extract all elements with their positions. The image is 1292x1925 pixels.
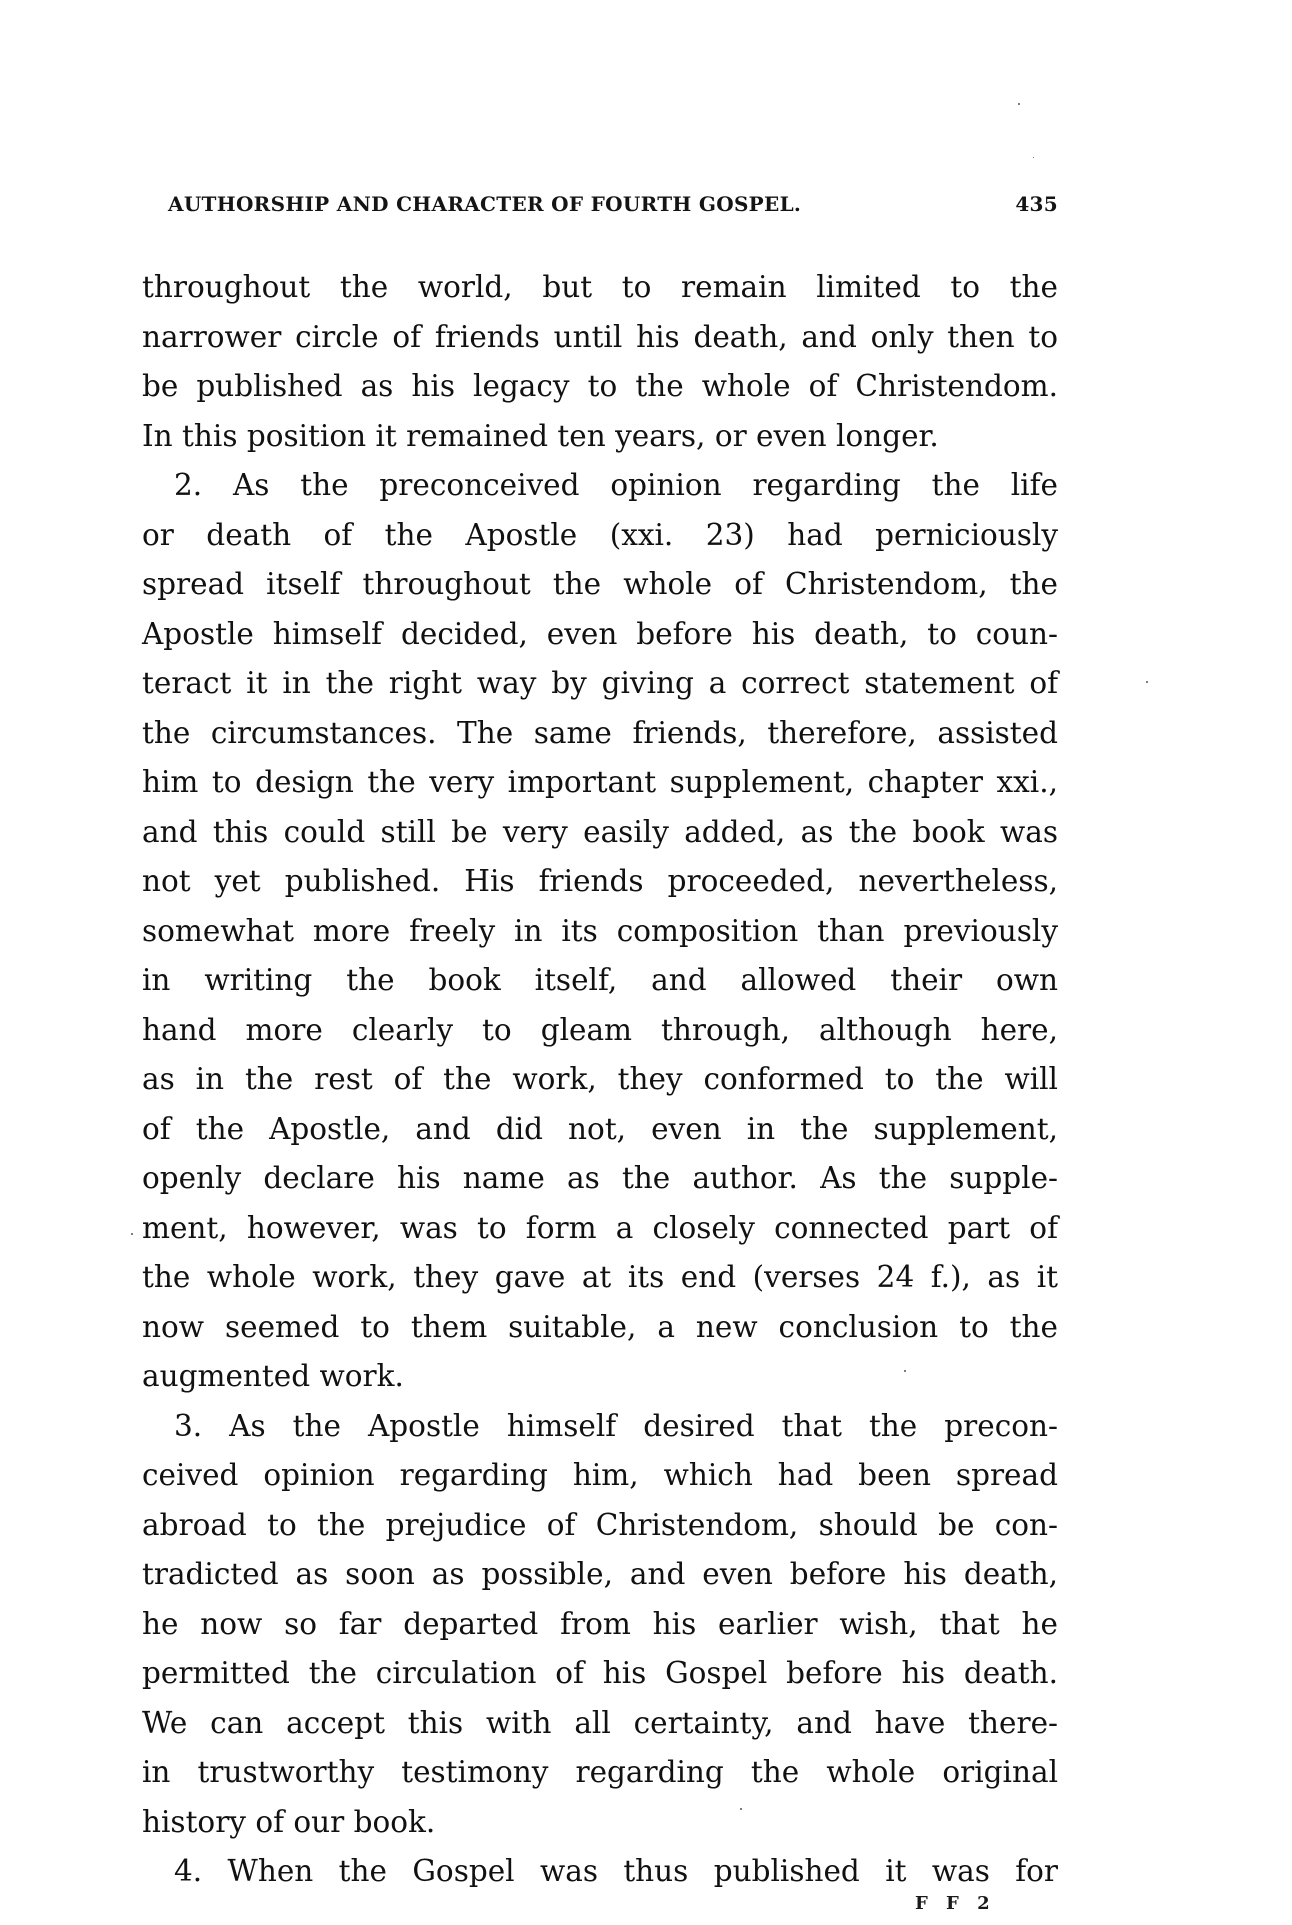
text-line: or death of the Apostle (xxi. 23) had perniciously	[142, 517, 1058, 552]
text-line: as in the rest of the work, they conformed to the will	[142, 1062, 1058, 1096]
text-line: tradicted as soon as possible, and even before his death,	[142, 1557, 1058, 1591]
text-line: spread itself throughout the whole of Christendom, the	[142, 567, 1058, 601]
text-line: of the Apostle, and did not, even in the supplement,	[142, 1111, 1058, 1146]
running-head-title: AUTHORSHIP AND CHARACTER OF FOURTH GOSPEL.	[168, 192, 802, 216]
text-line: somewhat more freely in its composition than previously	[142, 913, 1058, 948]
text-line: history of our book.	[142, 1804, 436, 1839]
text-line: not yet published. His friends proceeded, nevertheless,	[142, 864, 1058, 898]
text-line: 4. When the Gospel was thus published it was for	[174, 1854, 1058, 1888]
text-line: he now so far departed from his earlier wish, that he	[142, 1606, 1058, 1641]
text-line: Apostle himself decided, even before his death, to coun-	[142, 616, 1058, 651]
text-line: in writing the book itself, and allowed their own	[142, 963, 1058, 997]
scan-speck	[1146, 681, 1148, 683]
text-line: teract it in the right way by giving a correct statement of	[142, 666, 1058, 700]
text-line: openly declare his name as the author. As the supple-	[142, 1161, 1058, 1195]
text-line: the circumstances. The same friends, therefore, assisted	[142, 715, 1058, 750]
text-line: hand more clearly to gleam through, although here,	[142, 1012, 1058, 1047]
scan-speck	[740, 1808, 742, 1810]
text-line: throughout the world, but to remain limited to the	[142, 270, 1058, 304]
text-line: narrower circle of friends until his death, and only then to	[142, 319, 1058, 354]
text-line: abroad to the prejudice of Christendom, should be con-	[142, 1507, 1058, 1542]
text-line: be published as his legacy to the whole of Christendom.	[142, 369, 1058, 403]
running-head	[168, 192, 1058, 218]
text-line: permitted the circulation of his Gospel before his death.	[142, 1656, 1058, 1690]
text-line: in trustworthy testimony regarding the whole original	[142, 1755, 1058, 1789]
text-line: now seemed to them suitable, a new conclusion to the	[142, 1309, 1058, 1344]
scan-speck	[904, 1370, 906, 1372]
text-line: We can accept this with all certainty, and have there-	[142, 1705, 1058, 1740]
text-line: the whole work, they gave at its end (verses 24 f.), as it	[142, 1260, 1058, 1294]
scan-speck	[131, 1233, 133, 1235]
text-line: him to design the very important supplement, chapter xxi.,	[142, 765, 1058, 799]
text-line: 3. As the Apostle himself desired that the precon-	[174, 1408, 1058, 1443]
text-line: and this could still be very easily added, as the book was	[142, 814, 1058, 849]
text-line: 2. As the preconceived opinion regarding the life	[174, 468, 1058, 502]
body-text	[142, 263, 1058, 1897]
scan-speck	[1018, 103, 1020, 105]
text-line: In this position it remained ten years, or even longer.	[142, 418, 939, 453]
text-line: ceived opinion regarding him, which had been spread	[142, 1458, 1058, 1492]
text-line: augmented work.	[142, 1359, 404, 1393]
scan-speck	[1033, 157, 1034, 158]
text-line: ment, however, was to form a closely connected part of	[142, 1210, 1058, 1245]
page-number: 435	[1015, 192, 1058, 216]
printer-signature-mark: F F 2	[915, 1893, 996, 1914]
